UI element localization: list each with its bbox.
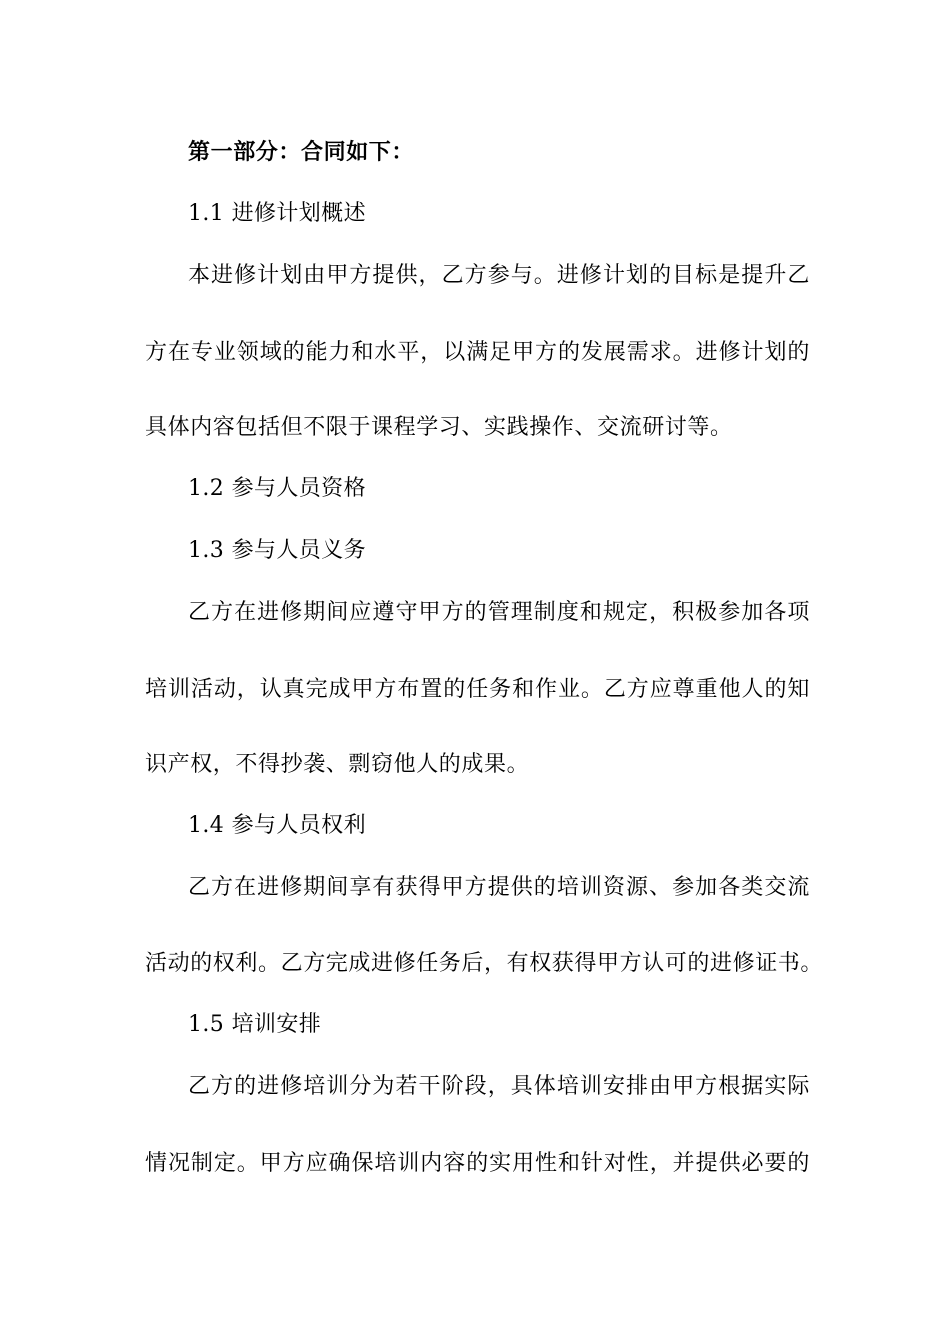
paragraph-2-line-2: 培训活动，认真完成甲方布置的任务和作业。乙方应尊重他人的知 — [145, 677, 810, 702]
section-heading-1-3: 1.3 参与人员义务 — [188, 538, 366, 563]
section-heading-1-2: 1.2 参与人员资格 — [188, 476, 366, 501]
part-title: 第一部分：合同如下： — [188, 139, 415, 165]
section-heading-1-4: 1.4 参与人员权利 — [188, 813, 366, 838]
paragraph-3-line-2: 活动的权利。乙方完成进修任务后，有权获得甲方认可的进修证书。 — [145, 951, 824, 976]
paragraph-3-line-1: 乙方在进修期间享有获得甲方提供的培训资源、参加各类交流 — [188, 875, 810, 900]
paragraph-4-line-1: 乙方的进修培训分为若干阶段，具体培训安排由甲方根据实际 — [188, 1074, 810, 1099]
paragraph-1-line-1: 本进修计划由甲方提供，乙方参与。进修计划的目标是提升乙 — [188, 263, 810, 288]
paragraph-4-line-2: 情况制定。甲方应确保培训内容的实用性和针对性，并提供必要的 — [145, 1151, 810, 1176]
paragraph-1-line-3: 具体内容包括但不限于课程学习、实践操作、交流研讨等。 — [145, 415, 733, 440]
paragraph-2-line-3: 识产权，不得抄袭、剽窃他人的成果。 — [145, 752, 530, 777]
paragraph-1-line-2: 方在专业领域的能力和水平，以满足甲方的发展需求。进修计划的 — [145, 340, 810, 365]
section-heading-1-1: 1.1 进修计划概述 — [188, 201, 366, 226]
section-heading-1-5: 1.5 培训安排 — [188, 1012, 322, 1037]
paragraph-2-line-1: 乙方在进修期间应遵守甲方的管理制度和规定，积极参加各项 — [188, 600, 810, 625]
